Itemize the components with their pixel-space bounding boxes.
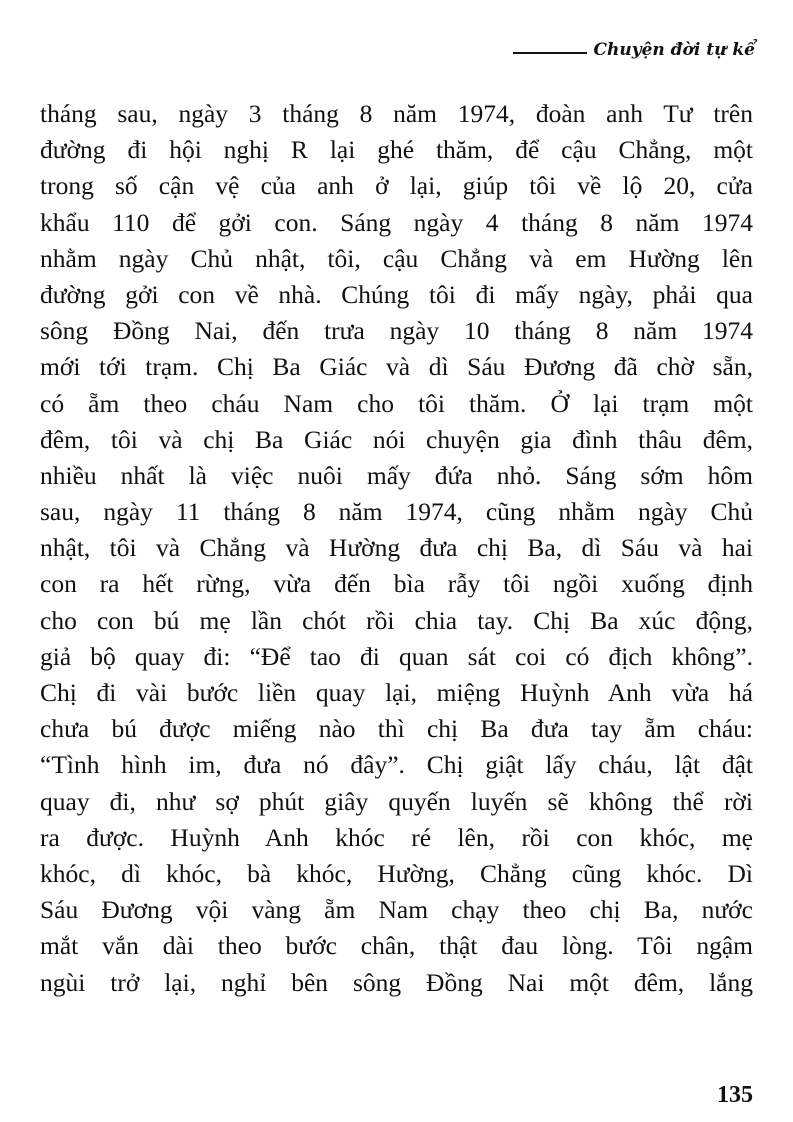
text-line: chưa bú được miếng nào thì chị Ba đưa tay ẵm cháu:: [40, 714, 753, 744]
header-rule: [513, 52, 587, 54]
text-line: giả bộ quay đi: “Để tao đi quan sát coi có địch không”.: [40, 641, 753, 671]
text-line: mắt vắn dài theo bước chân, thật đau lòng. Tôi ngậm: [40, 931, 753, 961]
running-header: [513, 40, 755, 60]
running-header-title: Chuyện đời tự kể: [593, 40, 755, 60]
text-line: nhằm ngày Chủ nhật, tôi, cậu Chẳng và em Hường lên: [40, 243, 753, 273]
page-number: 135: [717, 1082, 753, 1108]
text-line: trong số cận vệ của anh ở lại, giúp tôi về lộ 20, cửa: [40, 171, 753, 201]
text-line: đường đi hội nghị R lại ghé thăm, để cậu Chẳng, một: [40, 135, 753, 165]
text-line: sau, ngày 11 tháng 8 năm 1974, cũng nhằm ngày Chủ: [40, 497, 753, 527]
text-line: Chị đi vài bước liền quay lại, miệng Huỳnh Anh vừa há: [40, 678, 753, 707]
body-text: [40, 96, 753, 1001]
text-line: ra được. Huỳnh Anh khóc ré lên, rồi con khóc, mẹ: [40, 822, 753, 852]
text-line: nhiều nhất là việc nuôi mấy đứa nhỏ. Sáng sớm hôm: [40, 460, 753, 490]
text-line: cho con bú mẹ lần chót rồi chia tay. Chị Ba xúc động,: [40, 605, 753, 635]
text-line: đường gởi con về nhà. Chúng tôi đi mấy ngày, phải qua: [40, 279, 753, 309]
text-line: ngùi trở lại, nghỉ bên sông Đồng Nai một đêm, lắng: [40, 967, 753, 997]
text-line: con ra hết rừng, vừa đến bìa rẫy tôi ngồi xuống định: [40, 569, 753, 599]
text-line: “Tình hình im, đưa nó đây”. Chị giật lấy cháu, lật đật: [40, 750, 753, 780]
text-line: có ẵm theo cháu Nam cho tôi thăm. Ở lại trạm một: [40, 388, 753, 418]
text-line: mới tới trạm. Chị Ba Giác và dì Sáu Đương đã chờ sẵn,: [40, 352, 753, 382]
text-line: sông Đồng Nai, đến trưa ngày 10 tháng 8 năm 1974: [40, 316, 753, 346]
text-line: Sáu Đương vội vàng ẵm Nam chạy theo chị Ba, nước: [40, 895, 753, 925]
text-line: nhật, tôi và Chẳng và Hường đưa chị Ba, dì Sáu và hai: [40, 533, 753, 563]
text-line: khẩu 110 để gởi con. Sáng ngày 4 tháng 8 năm 1974: [40, 207, 753, 237]
text-line: đêm, tôi và chị Ba Giác nói chuyện gia đình thâu đêm,: [40, 424, 753, 454]
text-line: quay đi, như sợ phút giây quyến luyến sẽ không thể rời: [40, 786, 753, 816]
text-line: khóc, dì khóc, bà khóc, Hường, Chẳng cũng khóc. Dì: [40, 858, 753, 888]
text-line: tháng sau, ngày 3 tháng 8 năm 1974, đoàn anh Tư trên: [40, 99, 753, 128]
